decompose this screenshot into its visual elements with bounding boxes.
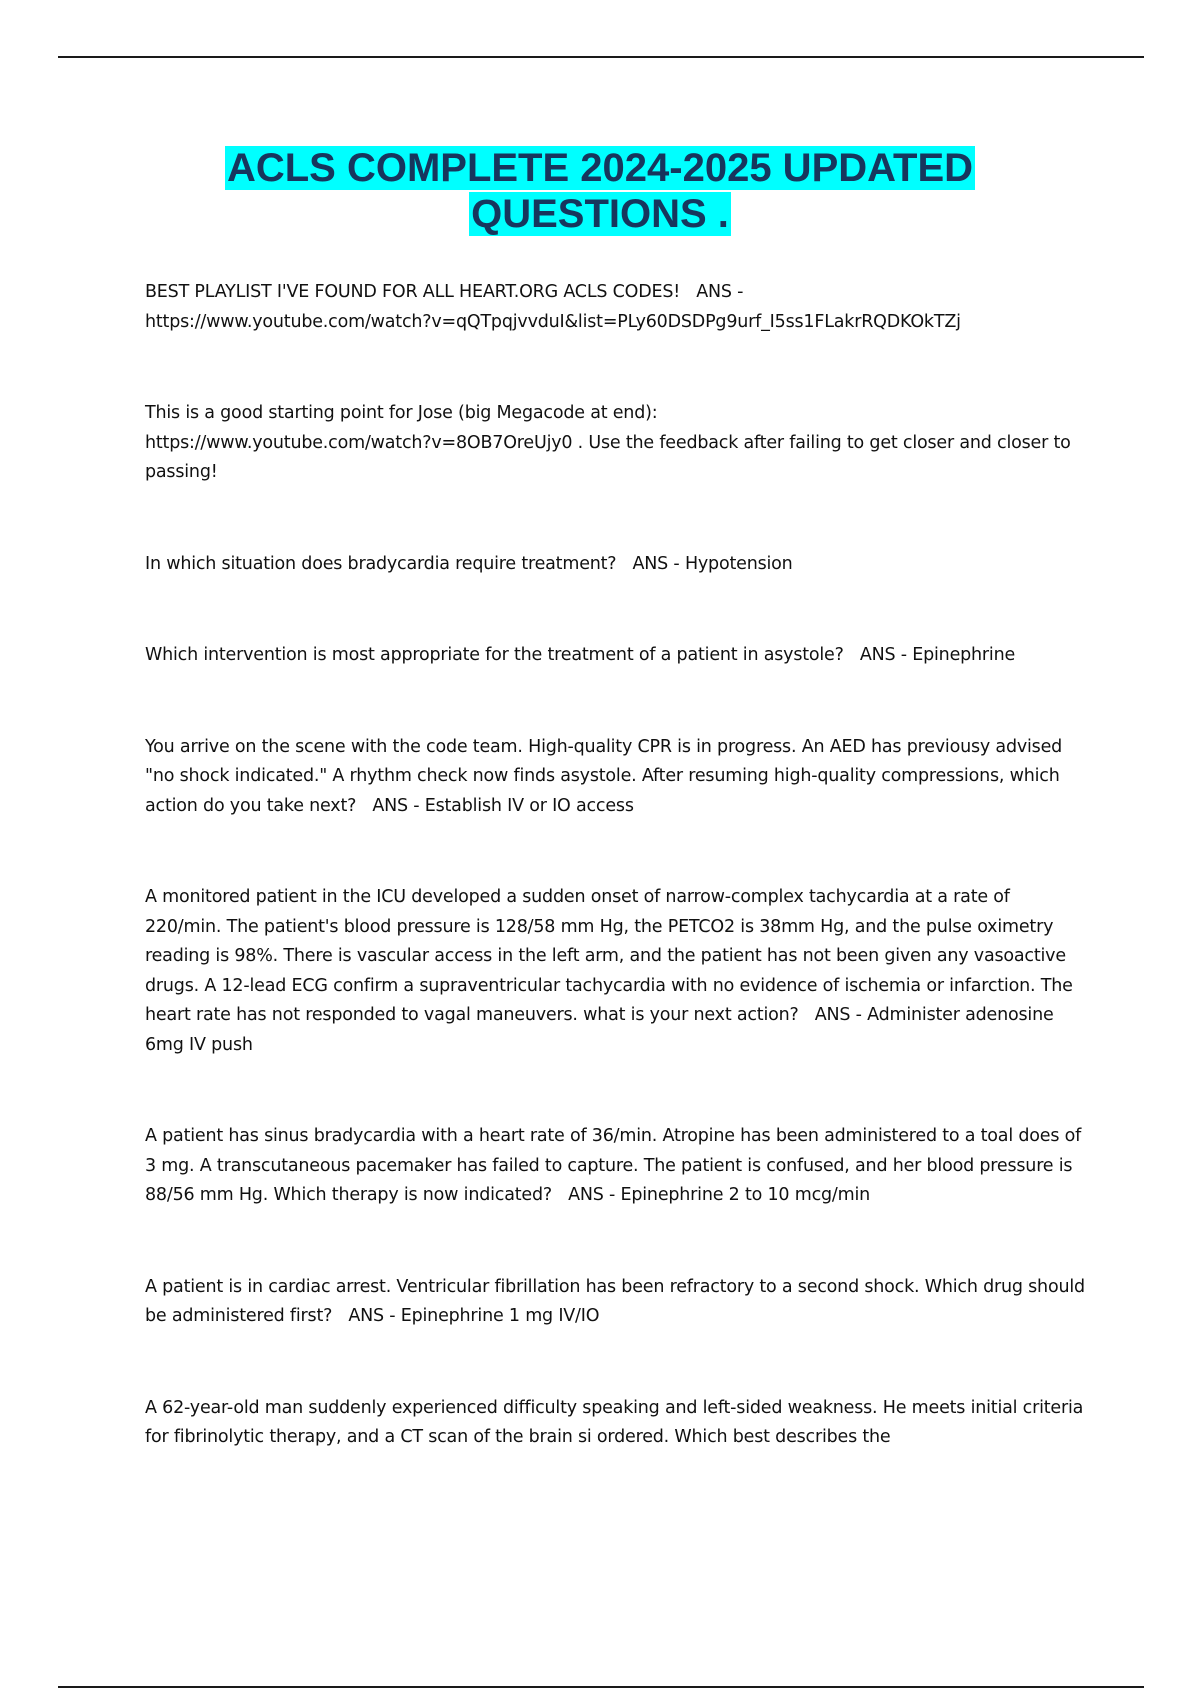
qa-item — [145, 550, 1090, 580]
answer-text: Administer adenosine 6mg IV push — [145, 1005, 1054, 1055]
title-line-2: QUESTIONS . — [471, 192, 729, 236]
question-text: A 62-year-old man suddenly experienced difficulty speaking and left-sided weakness. He meets initial criteria for fibrinolytic therapy, and a CT scan of the brain si ordered. Which best describes the — [145, 1397, 1084, 1447]
question-text: BEST PLAYLIST I'VE FOUND FOR ALL HEART.ORG ACLS CODES! — [145, 282, 681, 302]
bottom-rule — [58, 1686, 1144, 1688]
qa-item — [145, 641, 1090, 671]
ans-label: ANS - — [372, 795, 420, 816]
answer-text: Epinephrine 2 to 10 mcg/min — [620, 1185, 870, 1205]
answer-link[interactable]: https://www.youtube.com/watch?v=qQTpqjvvduI&list=PLy60DSDPg9urf_I5ss1FLakrRQDKOkTZj — [145, 311, 961, 332]
qa-item — [145, 1122, 1090, 1211]
question-text: You arrive on the scene with the code team. High-quality CPR is in progress. An AED has previousy advised "no shock indicated." A rhythm check now finds asystole. After resuming high-quality compressions, which action do you take next? — [145, 736, 1063, 816]
qa-item — [145, 1394, 1090, 1453]
question-text: In which situation does bradycardia require treatment? — [145, 553, 617, 574]
title-line-1: ACLS COMPLETE 2024-2025 UPDATED — [226, 146, 974, 190]
question-text: A patient has sinus bradycardia with a heart rate of 36/min. Atropine has been administered to a toal does of 3 mg. A transcutaneous pacemaker has failed to capture. The patient is confused, and her blood pressure is 88/56 mm Hg. Which therapy is now indicated? — [145, 1126, 1082, 1205]
question-text: This is a good starting point for Jose (big Megacode at end): — [145, 403, 658, 423]
ans-label: ANS - — [814, 1005, 862, 1025]
qa-item — [145, 733, 1090, 822]
qa-item — [145, 278, 1090, 337]
question-text: Which intervention is most appropriate for the treatment of a patient in asystole? — [145, 645, 844, 665]
ans-label: ANS - — [859, 645, 907, 665]
ans-label: ANS - — [348, 1306, 396, 1326]
qa-item — [145, 883, 1090, 1060]
qa-item — [145, 1273, 1090, 1332]
ans-label: ANS - — [568, 1185, 616, 1205]
qa-list — [145, 278, 1090, 1453]
answer-text: https://www.youtube.com/watch?v=8OB7OreUjy0 . Use the feedback after failing to get closer and closer to passing! — [145, 432, 1071, 482]
qa-item — [145, 399, 1090, 488]
answer-text: Hypotension — [684, 553, 793, 574]
answer-text: Epinephrine — [912, 645, 1016, 665]
ans-label: ANS - — [632, 553, 680, 574]
question-text: A patient is in cardiac arrest. Ventricular fibrillation has been refractory to a second shock. Which drug should be administered first? — [145, 1276, 1085, 1326]
answer-text: Establish IV or IO access — [424, 795, 634, 816]
question-text: A monitored patient in the ICU developed a sudden onset of narrow-complex tachycardia at a rate of 220/min. The patient's blood pressure is 128/58 mm Hg, the PETCO2 is 38mm Hg, and the pulse oximetry reading is 98%. There is vascular access in the left arm, and the patient has not been given any vasoactive drugs. A 12-lead ECG confirm a supraventricular tachycardia with no evidence of ischemia or infarction. The heart rate has not responded to vagal maneuvers. what is your next action? — [145, 887, 1073, 1025]
answer-text: Epinephrine 1 mg IV/IO — [400, 1306, 600, 1326]
top-rule — [58, 56, 1144, 58]
document-title — [0, 145, 1200, 237]
ans-label: ANS - — [696, 282, 744, 302]
